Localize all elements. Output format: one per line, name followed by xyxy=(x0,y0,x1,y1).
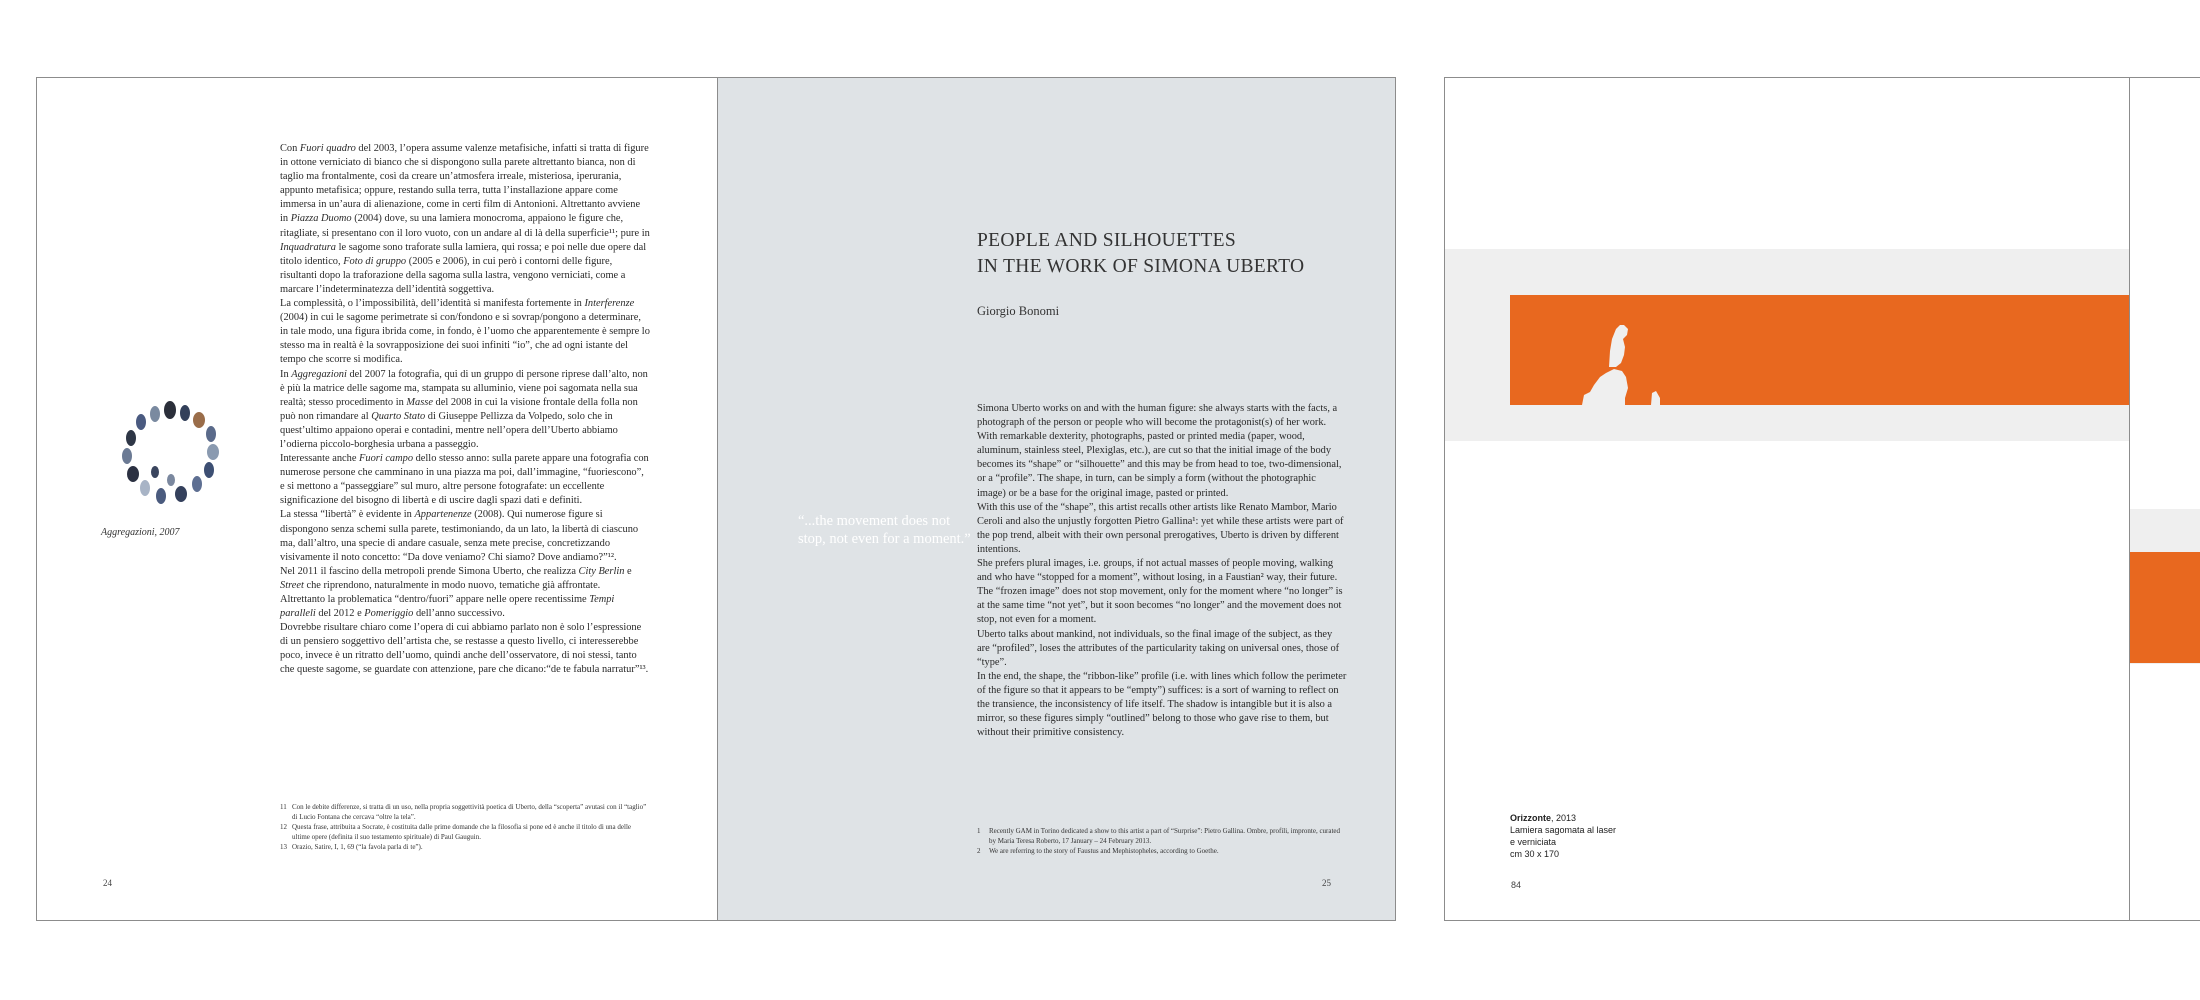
footnote: 2 We are referring to the story of Faustus and Mephistopheles, according to Goethe. xyxy=(977,847,1219,855)
artwork-caption xyxy=(1510,812,1616,860)
crowd-photo-image xyxy=(115,398,225,508)
footnote: 12 Questa frase, attribuita a Socrate, è costituita dalle prime domande che la filosofia si pone ed è anche il titolo di una delle ultime opere (definita il suo testamento spirituale) di Paul Gauguin. xyxy=(280,823,631,841)
crowd-figures xyxy=(122,401,219,504)
author-name: Giorgio Bonomi xyxy=(977,304,1060,318)
paragraph: Interessante anche Fuori campo dello stesso anno: sulla parete appare una fotografia con numerose persone che camminano in una piazza ma poi, dall’immagine, “fuoriescono”, e si mettono a “passeggiare” sul muro, altre persone fotografate: un eccellente significazione del bisogno di libertà e di uscire dagli spazi dati e definiti. xyxy=(280,453,649,507)
artwork-orizzonte-image xyxy=(1510,295,2130,405)
paragraph: The “frozen image” does not stop movement, only for the moment where “no longer” is at the same time “not yet”, but it soon becomes “no longer” and the movement does not stop, not even for a moment. xyxy=(977,586,1343,626)
paragraph: Simona Uberto works on and with the human figure: she always starts with the facts, a photograph of the person or people who will become the protagonist(s) of her work. With remarkable dexterity, photographs, pasted or printed media (paper, wood, aluminum, stainless steel, Plexiglas, etc.), are cut so that the initial image of the body becomes its “shape” or “silhouette” and this may be from head to toe, two-dimensional, or a “profile”. The shape, in turn, can be simply a form (without the photographic image) or be a base for the original image, pasted or printed. xyxy=(977,403,1342,499)
page-25-body-text xyxy=(977,402,1347,740)
page-number-25: 25 xyxy=(1322,878,1331,888)
paragraph: La stessa “libertà” è evidente in Appartenenze (2008). Qui numerose figure si dispongono senza schemi sulla parete, testimoniando, da un lato, la libertà di ciascuno ma, dall’altro, una specie di andare casuale, senza mete precise, concretizzando visivamente il noto concetto: “Da dove veniamo? Chi siamo? Dove andiamo?”¹². xyxy=(280,509,639,563)
page-25-footnotes xyxy=(977,826,1347,856)
footnote: 11 Con le debite differenze, si tratta di un uso, nella propria soggettività poetica di Uberto, della “scoperta” avutasi con il “taglio” di Lucio Fontana che cercava “oltre la tela”. xyxy=(280,803,647,821)
footnote-number: 1 xyxy=(977,827,981,835)
paragraph: La complessità, o l’impossibilità, dell’identità si manifesta fortemente in Interferenze (2004) in cui le sagome perimetrate si con/fondono e si sovrap/pongono a determinare, in tale modo, una figura ibrida come, in fondo, è l’uomo che apparentemente è sempre lo stesso ma in realtà è la sovrapposizione dei suoi infiniti “io”, che ad ogni istante del tempo che scorre si modifica. xyxy=(280,298,650,366)
page-number-24: 24 xyxy=(103,878,112,888)
paragraph: Con Fuori quadro del 2003, l’opera assume valenze metafisiche, infatti si tratta di figure in ottone verniciato di bianco che si dispongono sulla parete altrettanto bianca, non di taglio ma frontalmente, così da creare un’atmosfera irreale, misteriosa, iperurania, appunto metafisica; oppure, restando sulla terra, tutta l’installazione appare come immersa in un’aura di alienazione, come in certi film di Antonioni. Altrettanto avviene in Piazza Duomo (2004) dove, su una lamiera monocroma, appaiono le figure che, ritagliate, si presentano con il loro vuoto, con un andare al di là della superficie¹¹; pure in Inquadratura le sagome sono traforate sulla lamiera, qui rossa; e poi nelle due opere dal titolo identico, Foto di gruppo (2005 e 2006), in cui però i contorni delle figure, risultanti dopo la traforazione della sagoma sulla lastra, vengono verniciati, come a marcare l’indeterminatezza dell’identità soggettiva. xyxy=(280,143,650,295)
page-number-84: 84 xyxy=(1511,880,1522,890)
footnote-number: 12 xyxy=(280,823,287,831)
footnote-number: 2 xyxy=(977,847,981,855)
article-title xyxy=(977,228,1304,280)
artwork-medium-1: Lamiera sagomata al laser xyxy=(1510,825,1617,835)
artwork-medium-2: e verniciata xyxy=(1510,837,1557,847)
paragraph: In Aggregazioni del 2007 la fotografia, qui di un gruppo di persone riprese dall’alto, non è più la matrice delle sagome ma, stampata su alluminio, viene poi sagomata nella sua realtà; stesso procedimento in Masse del 2008 in cui la visione frontale della folla non può non rimandare al Quarto Stato di Giuseppe Pellizza da Volpedo, solo che in quest’ultimo appaiono operai e contadini, mentre nell’opera dell’Uberto abbiamo l’odierna piccolo-borghesia urbana a passeggio. xyxy=(280,368,648,450)
paragraph: Altrettanto la problematica “dentro/fuori” appare nelle opere recentissime Tempi paralleli del 2012 e Pomeriggio dell’anno successivo. xyxy=(280,594,615,620)
paragraph: Uberto talks about mankind, not individuals, so the final image of the subject, as they are “profiled”, loses the attributes of the particularity taking on universal ones, those of “type”. xyxy=(977,628,1340,668)
title-line-1: PEOPLE AND SILHOUETTES xyxy=(977,230,1237,251)
artwork-orange-strip-2 xyxy=(2130,552,2200,663)
page-84 xyxy=(1444,77,2130,921)
paragraph: She prefers plural images, i.e. groups, if not actual masses of people moving, walking and who have “stopped for a moment”, without losing, in a Faustian² way, their future. xyxy=(977,558,1338,584)
image-caption: Aggregazioni, 2007 xyxy=(101,527,180,538)
page-85-partial xyxy=(2129,77,2200,921)
page-24-footnotes xyxy=(280,802,650,852)
footnote: 13 Orazio, Satire, I, 1, 69 (“la favola parla di te”). xyxy=(280,843,423,851)
page-24 xyxy=(36,77,718,921)
footnote-number: 13 xyxy=(280,843,287,851)
artwork-year: , 2013 xyxy=(1551,813,1577,823)
footnote: 1 Recently GAM in Torino dedicated a show to this artist a part of “Surprise”: Pietro Gallina. Ombre, profili, impronte, curated by Maria Teresa Roberto, 17 January – 24 February 2013. xyxy=(977,827,1341,845)
footnote-number: 11 xyxy=(280,803,287,811)
paragraph: Dovrebbe risultare chiaro come l’opera di cui abbiamo parlato non è solo l’espressione di un pensiero soggettivo dell’artista che, se restasse a questo livello, ci interesserebbe poco, invece è un ritratto dell’uomo, quindi anche dell’osservatore, di noi stessi, tanto che queste sagome, se guardate con attenzione, pare che dicano:“de te fabula narratur”¹³. xyxy=(280,622,649,676)
paragraph: Nel 2011 il fascino della metropoli prende Simona Uberto, che realizza City Berlin e Street che riprendono, naturalmente in modo nuovo, tematiche già affrontate. xyxy=(280,565,632,591)
title-line-2: IN THE WORK OF SIMONA UBERTO xyxy=(977,256,1305,277)
pull-quote: “...the movement does not stop, not even for a moment.” xyxy=(798,513,971,547)
orange-silhouette-strip xyxy=(1510,295,2130,405)
page-24-body-text xyxy=(280,142,650,678)
artwork-dimensions: cm 30 x 170 xyxy=(1510,849,1560,859)
page-25 xyxy=(717,77,1396,921)
artwork-title: Orizzonte xyxy=(1510,813,1552,823)
paragraph: In the end, the shape, the “ribbon-like” profile (i.e. with lines which follow the perimeter of the figure so that it appears to be “empty”) suffices: is a sort of warning to reflect on the transience, the inconsistency of life itself. The shadow is intangible but it is also a mirror, so these figures simply “outlined” belong to those who gave rise to them, but without their primitive consistency. xyxy=(977,670,1347,739)
paragraph: With this use of the “shape”, this artist recalls other artists like Renato Mambor, Mario Ceroli and also the unjustly forgotten Pietro Gallina¹: yet while these artists were part of the pop trend, albeit with their own personal prerogatives, Uberto is driven by different intentions. xyxy=(977,501,1344,555)
